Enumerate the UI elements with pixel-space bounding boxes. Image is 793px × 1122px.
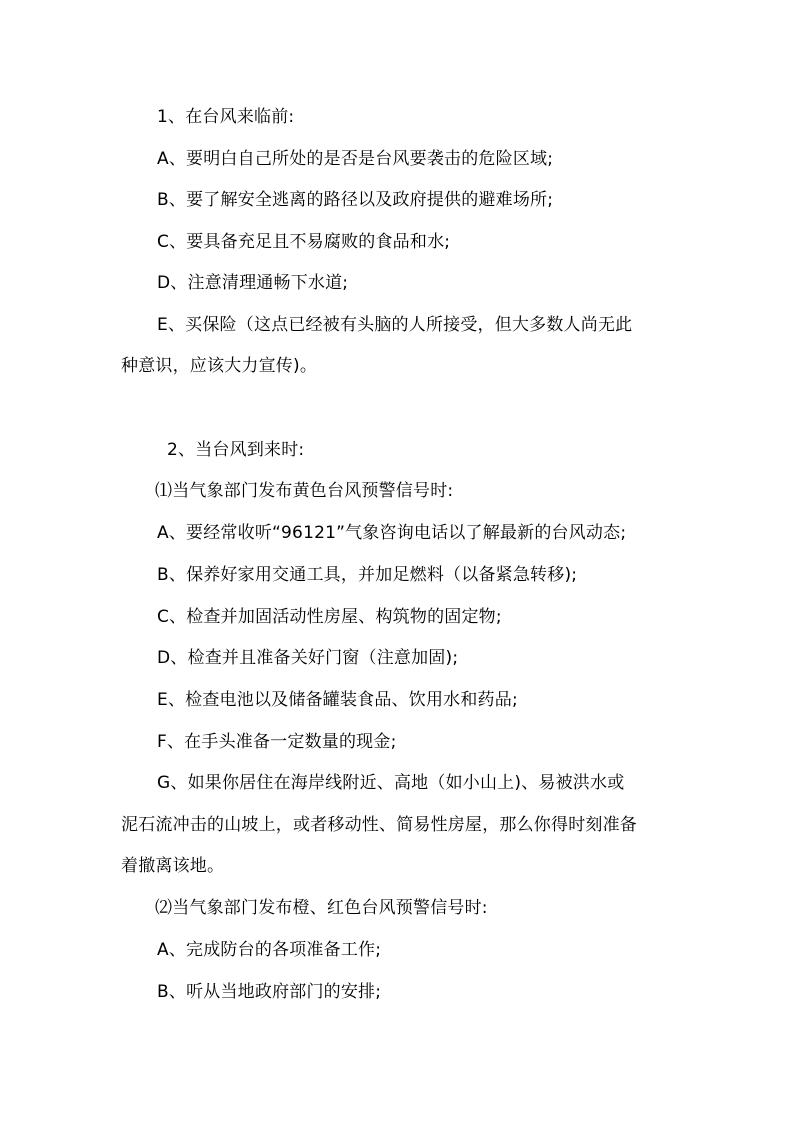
subsection-1-item-g-continued-2: 着撤离该地。 — [121, 856, 225, 876]
section-1-item-b: B、要了解安全逃离的路径以及政府提供的避难场所; — [157, 190, 554, 210]
subsection-1-item-c: C、检查并加固活动性房屋、构筑物的固定物; — [157, 607, 502, 627]
subsection-1-item-d: D、检查并且准备关好门窗（注意加固); — [157, 648, 459, 668]
subsection-1-heading: ⑴当气象部门发布黄色台风预警信号时: — [155, 481, 454, 501]
subsection-1-item-g-continued-1: 泥石流冲击的山坡上，或者移动性、简易性房屋，那么你得时刻准备 — [121, 815, 637, 835]
subsection-1-item-a: A、要经常收听“96121”气象咨询电话以了解最新的台风动态; — [157, 523, 627, 543]
section-1-item-e: E、买保险（这点已经被有头脑的人所接受，但大多数人尚无此 — [157, 315, 633, 335]
subsection-2-item-b: B、听从当地政府部门的安排; — [157, 982, 382, 1002]
section-1-item-a: A、要明白自己所处的是否是台风要袭击的危险区域; — [157, 149, 554, 169]
section-1-item-e-continued: 种意识，应该大力宣传)。 — [121, 356, 318, 376]
subsection-1-item-f: F、在手头准备一定数量的现金; — [157, 732, 397, 752]
section-1-heading: 1、在台风来临前: — [157, 107, 295, 127]
section-1-item-c: C、要具备充足且不易腐败的食品和水; — [157, 232, 451, 252]
subsection-2-heading: ⑵当气象部门发布橙、红色台风预警信号时: — [155, 898, 488, 918]
subsection-1-item-g: G、如果你居住在海岸线附近、高地（如小山上)、易被洪水或 — [157, 773, 625, 793]
subsection-2-item-a: A、完成防台的各项准备工作; — [157, 940, 382, 960]
section-2-heading: 2、当台风到来时: — [167, 440, 305, 460]
section-1-item-d: D、注意清理通畅下水道; — [157, 273, 349, 293]
subsection-1-item-e: E、检查电池以及储备罐装食品、饮用水和药品; — [157, 690, 518, 710]
subsection-1-item-b: B、保养好家用交通工具，并加足燃料（以备紧急转移); — [157, 565, 578, 585]
